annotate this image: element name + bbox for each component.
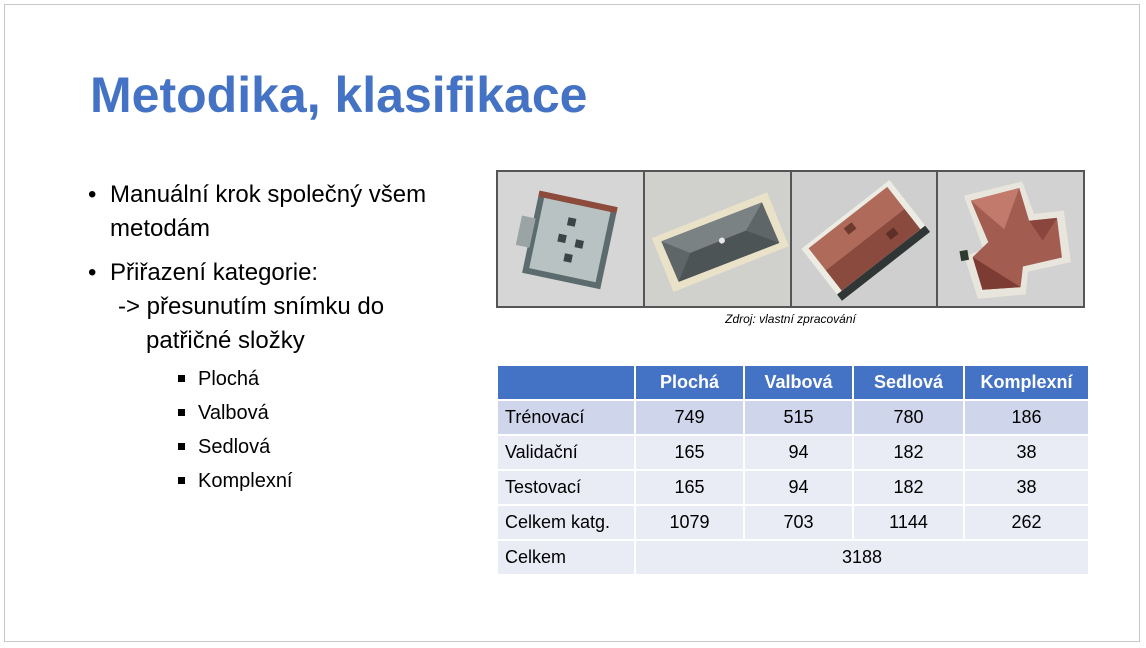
slide-title: Metodika, klasifikace	[90, 67, 588, 123]
table-row	[498, 401, 1088, 434]
table-cell: 38	[965, 471, 1088, 504]
table-cell: 94	[745, 471, 852, 504]
row-label: Celkem	[498, 541, 634, 574]
table-cell: 38	[965, 436, 1088, 469]
category-item: Plochá	[86, 362, 476, 396]
square-bullet-icon	[178, 375, 185, 382]
roof-image-hip	[643, 172, 790, 306]
square-bullet-icon	[178, 443, 185, 450]
roof-image-strip	[496, 170, 1085, 308]
category-item: Valbová	[86, 396, 476, 430]
square-bullet-icon	[178, 477, 185, 484]
bullet-dot-icon: •	[88, 259, 97, 286]
table-header-cell: Plochá	[636, 366, 743, 399]
bullet-list	[86, 178, 476, 498]
table-cell: 94	[745, 436, 852, 469]
table-row	[498, 471, 1088, 504]
row-label: Validační	[498, 436, 634, 469]
category-item: Komplexní	[86, 464, 476, 498]
table-cell: 165	[636, 471, 743, 504]
table-cell: 182	[854, 436, 963, 469]
image-caption: Zdroj: vlastní zpracování	[725, 312, 856, 326]
roof-image-flat	[498, 172, 643, 306]
total-value-cell: 3188	[636, 541, 1088, 574]
table-header-cell: Komplexní	[965, 366, 1088, 399]
bullet-subtext: -> přesunutím snímku do	[118, 293, 385, 320]
table-cell: 703	[745, 506, 852, 539]
roof-image-gable	[790, 172, 937, 306]
table-cell: 1079	[636, 506, 743, 539]
table-cell: 1144	[854, 506, 963, 539]
table-row	[498, 436, 1088, 469]
table-cell: 182	[854, 471, 963, 504]
dataset-table	[496, 364, 1090, 576]
table-cell: 165	[636, 436, 743, 469]
table-header-row	[498, 366, 1088, 399]
table-cell: 780	[854, 401, 963, 434]
table-header-cell	[498, 366, 634, 399]
table-cell: 515	[745, 401, 852, 434]
square-bullet-icon	[178, 409, 185, 416]
bullet-subtext: patřičné složky	[146, 327, 305, 354]
row-label: Celkem katg.	[498, 506, 634, 539]
table-cell: 749	[636, 401, 743, 434]
table-total-row	[498, 541, 1088, 574]
roof-image-complex	[936, 172, 1083, 306]
table-header-cell: Sedlová	[854, 366, 963, 399]
table-cell: 186	[965, 401, 1088, 434]
table-cell: 262	[965, 506, 1088, 539]
row-label: Trénovací	[498, 401, 634, 434]
row-label: Testovací	[498, 471, 634, 504]
bullet-item: • Přiřazení kategorie:	[86, 256, 476, 290]
table-row	[498, 506, 1088, 539]
category-item: Sedlová	[86, 430, 476, 464]
table-header-cell: Valbová	[745, 366, 852, 399]
bullet-dot-icon: •	[88, 181, 97, 208]
bullet-item: • Manuální krok společný všem metodám	[86, 178, 476, 246]
